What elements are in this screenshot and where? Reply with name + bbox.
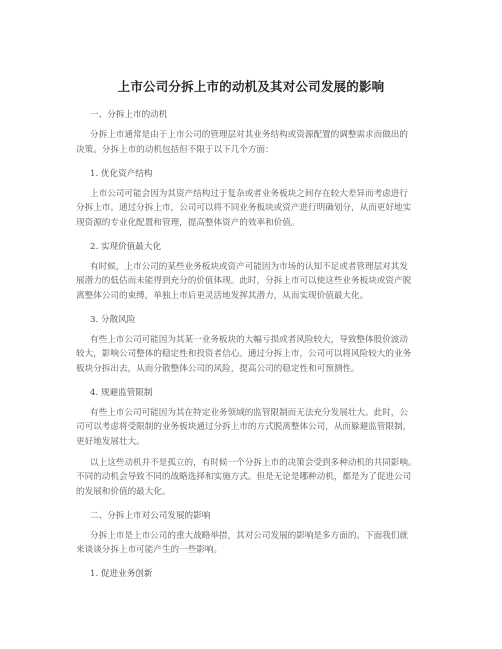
paragraph-line: 上市公司可能会因为其资产结构过于复杂或者业务板块之间存在较大差异而考虑进行 (90, 189, 408, 199)
paragraph-line: 不同的动机会导致不同的战略选择和实施方式。但是无论是哪种动机，都是为了促进公司 (76, 472, 412, 482)
paragraph-line: 现资源的专业化配置和管理，提高整体资产的效率和价值。 (76, 218, 300, 228)
paragraph-line: 分拆上市是上市公司的重大战略举措，其对公司发展的影响是多方面的。下面我们就 (90, 531, 408, 541)
section-heading: 1. 优化资产结构 (90, 169, 153, 179)
section-heading: 2. 实现价值最大化 (90, 242, 162, 252)
paragraph-line: 来谈谈分拆上市可能产生的一些影响。 (76, 545, 223, 555)
paragraph-line: 更好地发展壮大。 (76, 437, 145, 447)
paragraph-line: 较大，影响公司整体的稳定性和投资者信心。通过分拆上市，公司可以将风险较大的业务 (76, 349, 412, 359)
paragraph-line: 板块分拆出去，从而分散整体公司的风险，提高公司的稳定性和可预测性。 (76, 364, 360, 374)
paragraph-line: 有些上市公司可能因为其在特定业务领域的监管限制而无法充分发展壮大。此时，公 (90, 408, 408, 418)
paragraph-line: 分拆上市通常是由于上市公司的管理层对其业务结构或资源配置的调整需求而做出的 (90, 130, 408, 140)
section-heading: 4. 规避监管限制 (90, 388, 153, 398)
paragraph-line: 的发展和价值的最大化。 (76, 487, 171, 497)
paragraph-line: 有些上市公司可能因为其某一业务板块的大幅亏损或者风险较大，导致整体股价波动 (90, 335, 408, 345)
section-heading: 一、分拆上市的动机 (90, 110, 168, 120)
paragraph-line: 展潜力的低估而未能得到充分的价值体现。此时，分拆上市可以使这些业务板块或资产脱 (76, 276, 412, 286)
paragraph-line: 有时候，上市公司的某些业务板块或资产可能因为市场的认知不足或者管理层对其发 (90, 262, 408, 272)
section-heading: 1. 促进业务创新 (90, 569, 153, 579)
document-title: 上市公司分拆上市的动机及其对公司发展的影响 (117, 79, 385, 94)
paragraph-line: 司可以考虑将受限制的业务板块通过分拆上市的方式脱离整体公司，从而躲避监管限制， (76, 422, 412, 432)
paragraph-line: 分拆上市。通过分拆上市，公司可以将不同业务板块或资产进行明确划分，从而更好地实 (76, 203, 412, 213)
paragraph-line: 决策。分拆上市的动机包括但不限于以下几个方面： (76, 145, 274, 155)
paragraph-line: 以上这些动机并不是孤立的，有时候一个分拆上市的决策会受到多种动机的共同影响。 (90, 458, 417, 468)
section-heading: 二、分拆上市对公司发展的影响 (90, 511, 211, 521)
section-heading: 3. 分散风险 (90, 315, 136, 325)
paragraph-line: 离整体公司的束缚，单独上市后更灵活地发挥其潜力，从而实现价值最大化。 (76, 291, 369, 301)
